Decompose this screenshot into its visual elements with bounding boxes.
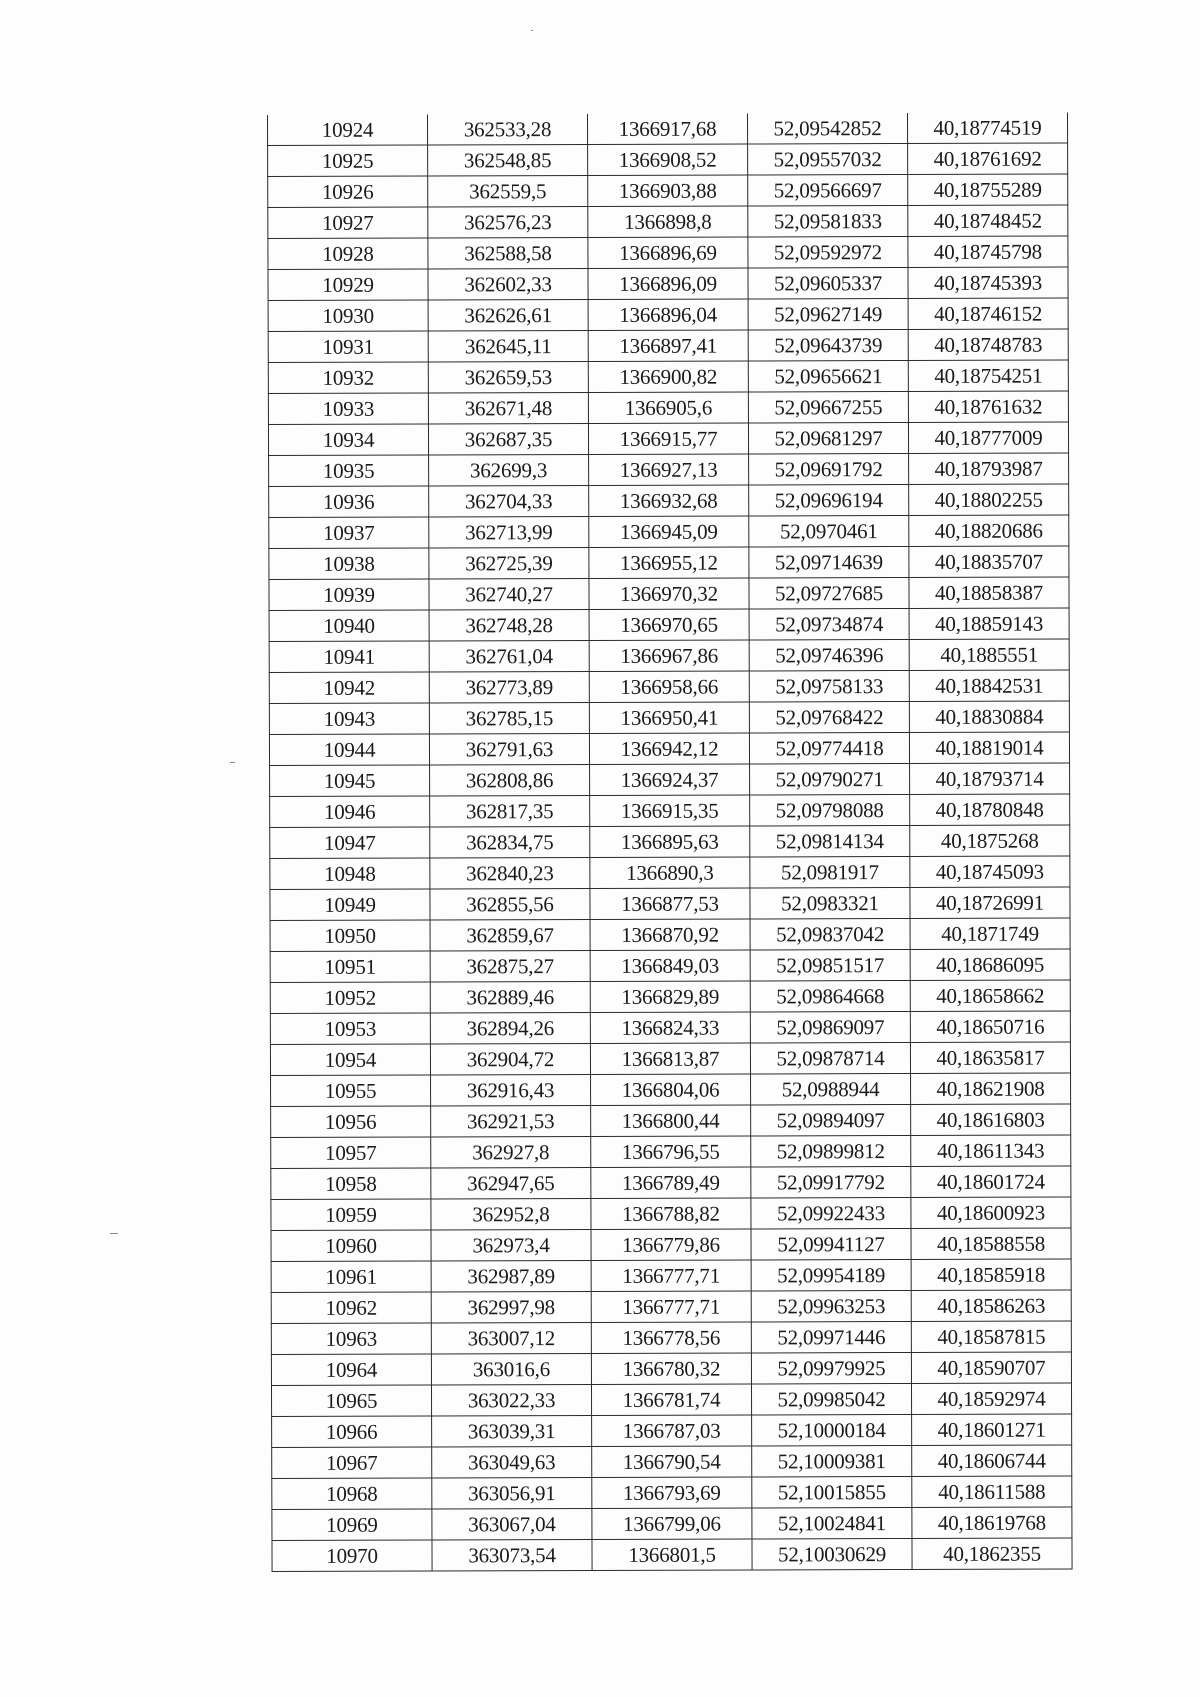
y-coordinate-cell: 1366780,32 xyxy=(591,1353,751,1385)
x-coordinate-cell: 362671,48 xyxy=(428,392,588,424)
point-number-cell: 10957 xyxy=(271,1137,431,1169)
x-coordinate-cell: 362533,28 xyxy=(427,114,587,145)
longitude-cell: 40,18726991 xyxy=(910,887,1070,919)
x-coordinate-cell: 362748,28 xyxy=(429,609,589,641)
y-coordinate-cell: 1366790,54 xyxy=(592,1446,752,1478)
table-row xyxy=(270,794,1070,828)
table-row xyxy=(272,1476,1072,1510)
point-number-cell: 10933 xyxy=(268,393,428,425)
latitude-cell: 52,09922433 xyxy=(751,1197,911,1229)
latitude-cell: 52,09557032 xyxy=(748,143,908,175)
point-number-cell: 10955 xyxy=(271,1075,431,1107)
point-number-cell: 10929 xyxy=(268,269,428,301)
y-coordinate-cell: 1366777,71 xyxy=(591,1291,751,1323)
table-row xyxy=(268,236,1068,270)
point-number-cell: 10946 xyxy=(270,796,430,828)
y-coordinate-cell: 1366778,56 xyxy=(591,1322,751,1354)
point-number-cell: 10938 xyxy=(269,548,429,580)
latitude-cell: 52,10030629 xyxy=(752,1538,912,1570)
x-coordinate-cell: 362840,23 xyxy=(430,857,590,889)
y-coordinate-cell: 1366788,82 xyxy=(591,1198,751,1230)
x-coordinate-cell: 362699,3 xyxy=(429,454,589,486)
longitude-cell: 40,1871749 xyxy=(910,918,1070,950)
x-coordinate-cell: 362785,15 xyxy=(429,702,589,734)
latitude-cell: 52,0981917 xyxy=(750,856,910,888)
longitude-cell: 40,18793714 xyxy=(910,763,1070,795)
y-coordinate-cell: 1366777,71 xyxy=(591,1260,751,1292)
point-number-cell: 10930 xyxy=(268,300,428,332)
x-coordinate-cell: 362927,8 xyxy=(431,1136,591,1168)
longitude-cell: 40,1862355 xyxy=(912,1538,1072,1570)
x-coordinate-cell: 362773,89 xyxy=(429,671,589,703)
table-row xyxy=(270,856,1070,890)
x-coordinate-cell: 362602,33 xyxy=(428,268,588,300)
point-number-cell: 10925 xyxy=(268,145,428,177)
y-coordinate-cell: 1366950,41 xyxy=(589,702,749,734)
y-coordinate-cell: 1366789,49 xyxy=(591,1167,751,1199)
x-coordinate-cell: 362904,72 xyxy=(430,1043,590,1075)
latitude-cell: 52,10024841 xyxy=(752,1507,912,1539)
y-coordinate-cell: 1366958,66 xyxy=(589,671,749,703)
longitude-cell: 40,18748783 xyxy=(908,329,1068,361)
latitude-cell: 52,09979925 xyxy=(751,1352,911,1384)
y-coordinate-cell: 1366970,65 xyxy=(589,609,749,641)
table-row xyxy=(272,1445,1072,1479)
table-row xyxy=(270,825,1070,859)
longitude-cell: 40,18777009 xyxy=(908,422,1068,454)
latitude-cell: 52,09971446 xyxy=(751,1321,911,1353)
y-coordinate-cell: 1366781,74 xyxy=(591,1384,751,1416)
point-number-cell: 10956 xyxy=(271,1106,431,1138)
longitude-cell: 40,18611343 xyxy=(911,1135,1071,1167)
latitude-cell: 52,09963253 xyxy=(751,1290,911,1322)
y-coordinate-cell: 1366896,04 xyxy=(588,299,748,331)
table-row xyxy=(272,1507,1072,1541)
table-row xyxy=(268,174,1068,208)
x-coordinate-cell: 362725,39 xyxy=(429,547,589,579)
x-coordinate-cell: 362659,53 xyxy=(428,361,588,393)
table-row xyxy=(269,515,1069,549)
longitude-cell: 40,18588558 xyxy=(911,1228,1071,1260)
point-number-cell: 10959 xyxy=(271,1199,431,1231)
latitude-cell: 52,09774418 xyxy=(749,732,909,764)
x-coordinate-cell: 362740,27 xyxy=(429,578,589,610)
y-coordinate-cell: 1366787,03 xyxy=(592,1415,752,1447)
y-coordinate-cell: 1366898,8 xyxy=(588,206,748,238)
longitude-cell: 40,18755289 xyxy=(908,174,1068,206)
longitude-cell: 40,18658662 xyxy=(910,980,1070,1012)
table-row xyxy=(271,1135,1071,1169)
longitude-cell: 40,18842531 xyxy=(909,670,1069,702)
y-coordinate-cell: 1366908,52 xyxy=(588,144,748,176)
longitude-cell: 40,18761692 xyxy=(908,143,1068,175)
longitude-cell: 40,18686095 xyxy=(910,949,1070,981)
table-row xyxy=(271,1383,1071,1417)
point-number-cell: 10970 xyxy=(272,1540,432,1572)
y-coordinate-cell: 1366829,89 xyxy=(590,981,750,1013)
y-coordinate-cell: 1366945,09 xyxy=(589,516,749,548)
y-coordinate-cell: 1366813,87 xyxy=(590,1043,750,1075)
table-row xyxy=(268,329,1068,363)
x-coordinate-cell: 362588,58 xyxy=(428,237,588,269)
point-number-cell: 10969 xyxy=(272,1509,432,1541)
x-coordinate-cell: 362834,75 xyxy=(430,826,590,858)
longitude-cell: 40,18619768 xyxy=(912,1507,1072,1539)
table-row xyxy=(269,608,1069,642)
point-number-cell: 10964 xyxy=(271,1354,431,1386)
table-row xyxy=(271,1197,1071,1231)
point-number-cell: 10932 xyxy=(268,362,428,394)
y-coordinate-cell: 1366801,5 xyxy=(592,1539,752,1571)
point-number-cell: 10962 xyxy=(271,1292,431,1324)
longitude-cell: 40,18745798 xyxy=(908,236,1068,268)
x-coordinate-cell: 362817,35 xyxy=(430,795,590,827)
y-coordinate-cell: 1366903,88 xyxy=(588,175,748,207)
y-coordinate-cell: 1366924,37 xyxy=(590,764,750,796)
longitude-cell: 40,18590707 xyxy=(911,1352,1071,1384)
table-row xyxy=(270,949,1070,983)
point-number-cell: 10945 xyxy=(270,765,430,797)
y-coordinate-cell: 1366915,77 xyxy=(588,423,748,455)
point-number-cell: 10935 xyxy=(269,455,429,487)
table-row xyxy=(271,1352,1071,1386)
longitude-cell: 40,18601271 xyxy=(912,1414,1072,1446)
point-number-cell: 10937 xyxy=(269,517,429,549)
longitude-cell: 40,18611588 xyxy=(912,1476,1072,1508)
y-coordinate-cell: 1366877,53 xyxy=(590,888,750,920)
latitude-cell: 52,10015855 xyxy=(752,1476,912,1508)
latitude-cell: 52,09954189 xyxy=(751,1259,911,1291)
point-number-cell: 10958 xyxy=(271,1168,431,1200)
latitude-cell: 52,09681297 xyxy=(748,422,908,454)
latitude-cell: 52,09696194 xyxy=(749,484,909,516)
longitude-cell: 40,18585918 xyxy=(911,1259,1071,1291)
table-row xyxy=(271,1073,1071,1107)
point-number-cell: 10968 xyxy=(272,1478,432,1510)
longitude-cell: 40,18819014 xyxy=(909,732,1069,764)
longitude-cell: 40,18774519 xyxy=(907,112,1067,143)
x-coordinate-cell: 362889,46 xyxy=(430,981,590,1013)
latitude-cell: 52,09768422 xyxy=(749,701,909,733)
table-row xyxy=(269,484,1069,518)
y-coordinate-cell: 1366849,03 xyxy=(590,950,750,982)
latitude-cell: 52,09985042 xyxy=(751,1383,911,1415)
coordinate-table xyxy=(267,112,1073,1572)
latitude-cell: 52,09894097 xyxy=(751,1104,911,1136)
y-coordinate-cell: 1366793,69 xyxy=(592,1477,752,1509)
scan-artifact xyxy=(531,30,533,31)
y-coordinate-cell: 1366900,82 xyxy=(588,361,748,393)
table-row xyxy=(272,1538,1072,1572)
table-row xyxy=(270,1011,1070,1045)
longitude-cell: 40,18745393 xyxy=(908,267,1068,299)
longitude-cell: 40,18754251 xyxy=(908,360,1068,392)
x-coordinate-cell: 362987,89 xyxy=(431,1260,591,1292)
x-coordinate-cell: 362997,98 xyxy=(431,1291,591,1323)
x-coordinate-cell: 363067,04 xyxy=(432,1508,592,1540)
y-coordinate-cell: 1366932,68 xyxy=(589,485,749,517)
latitude-cell: 52,09566697 xyxy=(748,174,908,206)
y-coordinate-cell: 1366917,68 xyxy=(587,113,747,144)
x-coordinate-cell: 362548,85 xyxy=(428,144,588,176)
table-row xyxy=(269,701,1069,735)
longitude-cell: 40,18802255 xyxy=(909,484,1069,516)
longitude-cell: 40,18592974 xyxy=(911,1383,1071,1415)
x-coordinate-cell: 363007,12 xyxy=(431,1322,591,1354)
latitude-cell: 52,09899812 xyxy=(751,1135,911,1167)
x-coordinate-cell: 362559,5 xyxy=(428,175,588,207)
point-number-cell: 10940 xyxy=(269,610,429,642)
y-coordinate-cell: 1366799,06 xyxy=(592,1508,752,1540)
y-coordinate-cell: 1366927,13 xyxy=(589,454,749,486)
y-coordinate-cell: 1366896,09 xyxy=(588,268,748,300)
longitude-cell: 40,18858387 xyxy=(909,577,1069,609)
table-row xyxy=(268,112,1068,145)
y-coordinate-cell: 1366800,44 xyxy=(591,1105,751,1137)
coordinate-table-body xyxy=(268,112,1073,1571)
point-number-cell: 10965 xyxy=(271,1385,431,1417)
latitude-cell: 52,09727685 xyxy=(749,577,909,609)
latitude-cell: 52,09798088 xyxy=(750,794,910,826)
y-coordinate-cell: 1366779,86 xyxy=(591,1229,751,1261)
x-coordinate-cell: 362894,26 xyxy=(430,1012,590,1044)
point-number-cell: 10951 xyxy=(270,951,430,983)
x-coordinate-cell: 363039,31 xyxy=(432,1415,592,1447)
table-row xyxy=(268,143,1068,177)
x-coordinate-cell: 362687,35 xyxy=(428,423,588,455)
point-number-cell: 10939 xyxy=(269,579,429,611)
x-coordinate-cell: 362713,99 xyxy=(429,516,589,548)
x-coordinate-cell: 362952,8 xyxy=(431,1198,591,1230)
latitude-cell: 52,09592972 xyxy=(748,236,908,268)
longitude-cell: 40,18748452 xyxy=(908,205,1068,237)
table-row xyxy=(268,391,1068,425)
point-number-cell: 10966 xyxy=(272,1416,432,1448)
latitude-cell: 52,0983321 xyxy=(750,887,910,919)
x-coordinate-cell: 362947,65 xyxy=(431,1167,591,1199)
point-number-cell: 10942 xyxy=(269,672,429,704)
longitude-cell: 40,18586263 xyxy=(911,1290,1071,1322)
x-coordinate-cell: 362808,86 xyxy=(430,764,590,796)
point-number-cell: 10926 xyxy=(268,176,428,208)
longitude-cell: 40,18601724 xyxy=(911,1166,1071,1198)
latitude-cell: 52,0988944 xyxy=(751,1073,911,1105)
point-number-cell: 10941 xyxy=(269,641,429,673)
latitude-cell: 52,09917792 xyxy=(751,1166,911,1198)
table-row xyxy=(270,887,1070,921)
latitude-cell: 52,09851517 xyxy=(750,949,910,981)
longitude-cell: 40,18606744 xyxy=(912,1445,1072,1477)
latitude-cell: 52,09542852 xyxy=(747,113,907,144)
point-number-cell: 10961 xyxy=(271,1261,431,1293)
table-row xyxy=(271,1166,1071,1200)
point-number-cell: 10952 xyxy=(270,982,430,1014)
latitude-cell: 52,09656621 xyxy=(748,360,908,392)
y-coordinate-cell: 1366796,55 xyxy=(591,1136,751,1168)
table-row xyxy=(270,918,1070,952)
table-row xyxy=(271,1228,1071,1262)
latitude-cell: 52,10000184 xyxy=(752,1414,912,1446)
latitude-cell: 52,09790271 xyxy=(750,763,910,795)
x-coordinate-cell: 362973,4 xyxy=(431,1229,591,1261)
latitude-cell: 52,09667255 xyxy=(748,391,908,423)
latitude-cell: 52,09581833 xyxy=(748,205,908,237)
x-coordinate-cell: 362859,67 xyxy=(430,919,590,951)
longitude-cell: 40,18780848 xyxy=(910,794,1070,826)
longitude-cell: 40,18600923 xyxy=(911,1197,1071,1229)
y-coordinate-cell: 1366824,33 xyxy=(590,1012,750,1044)
point-number-cell: 10928 xyxy=(268,238,428,270)
table-row xyxy=(270,1042,1070,1076)
y-coordinate-cell: 1366895,63 xyxy=(590,826,750,858)
table-row xyxy=(269,546,1069,580)
y-coordinate-cell: 1366942,12 xyxy=(589,733,749,765)
point-number-cell: 10963 xyxy=(271,1323,431,1355)
latitude-cell: 52,09758133 xyxy=(749,670,909,702)
x-coordinate-cell: 363049,63 xyxy=(432,1446,592,1478)
point-number-cell: 10924 xyxy=(268,114,428,145)
table-row xyxy=(271,1104,1071,1138)
table-row xyxy=(269,639,1069,673)
x-coordinate-cell: 363022,33 xyxy=(431,1384,591,1416)
point-number-cell: 10948 xyxy=(270,858,430,890)
longitude-cell: 40,18793987 xyxy=(909,453,1069,485)
longitude-cell: 40,18859143 xyxy=(909,608,1069,640)
y-coordinate-cell: 1366804,06 xyxy=(591,1074,751,1106)
table-row xyxy=(268,267,1068,301)
table-row xyxy=(270,763,1070,797)
latitude-cell: 52,09627149 xyxy=(748,298,908,330)
x-coordinate-cell: 362921,53 xyxy=(431,1105,591,1137)
x-coordinate-cell: 363073,54 xyxy=(432,1539,592,1571)
latitude-cell: 52,09837042 xyxy=(750,918,910,950)
x-coordinate-cell: 363016,6 xyxy=(431,1353,591,1385)
table-row xyxy=(269,732,1069,766)
x-coordinate-cell: 362875,27 xyxy=(430,950,590,982)
x-coordinate-cell: 362576,23 xyxy=(428,206,588,238)
longitude-cell: 40,18635817 xyxy=(910,1042,1070,1074)
x-coordinate-cell: 362855,56 xyxy=(430,888,590,920)
point-number-cell: 10950 xyxy=(270,920,430,952)
longitude-cell: 40,18621908 xyxy=(911,1073,1071,1105)
y-coordinate-cell: 1366897,41 xyxy=(588,330,748,362)
point-number-cell: 10927 xyxy=(268,207,428,239)
y-coordinate-cell: 1366870,92 xyxy=(590,919,750,951)
table-row xyxy=(269,453,1069,487)
table-row xyxy=(270,980,1070,1014)
longitude-cell: 40,18820686 xyxy=(909,515,1069,547)
point-number-cell: 10953 xyxy=(270,1013,430,1045)
point-number-cell: 10960 xyxy=(271,1230,431,1262)
x-coordinate-cell: 362645,11 xyxy=(428,330,588,362)
longitude-cell: 40,18650716 xyxy=(910,1011,1070,1043)
table-row xyxy=(268,422,1068,456)
point-number-cell: 10943 xyxy=(269,703,429,735)
x-coordinate-cell: 362791,63 xyxy=(429,733,589,765)
x-coordinate-cell: 362916,43 xyxy=(431,1074,591,1106)
latitude-cell: 52,09869097 xyxy=(750,1011,910,1043)
latitude-cell: 52,09878714 xyxy=(750,1042,910,1074)
y-coordinate-cell: 1366915,35 xyxy=(590,795,750,827)
point-number-cell: 10967 xyxy=(272,1447,432,1479)
longitude-cell: 40,18761632 xyxy=(908,391,1068,423)
point-number-cell: 10936 xyxy=(269,486,429,518)
longitude-cell: 40,18745093 xyxy=(910,856,1070,888)
longitude-cell: 40,1885551 xyxy=(909,639,1069,671)
y-coordinate-cell: 1366970,32 xyxy=(589,578,749,610)
point-number-cell: 10934 xyxy=(268,424,428,456)
longitude-cell: 40,18587815 xyxy=(911,1321,1071,1353)
y-coordinate-cell: 1366955,12 xyxy=(589,547,749,579)
latitude-cell: 52,09746396 xyxy=(749,639,909,671)
table-row xyxy=(268,360,1068,394)
point-number-cell: 10949 xyxy=(270,889,430,921)
latitude-cell: 52,09714639 xyxy=(749,546,909,578)
table-row xyxy=(271,1321,1071,1355)
x-coordinate-cell: 362761,04 xyxy=(429,640,589,672)
point-number-cell: 10947 xyxy=(270,827,430,859)
table-row xyxy=(268,205,1068,239)
latitude-cell: 52,09814134 xyxy=(750,825,910,857)
scan-artifact xyxy=(230,762,235,763)
table-row xyxy=(269,577,1069,611)
table-row xyxy=(269,670,1069,704)
latitude-cell: 52,09643739 xyxy=(748,329,908,361)
latitude-cell: 52,09734874 xyxy=(749,608,909,640)
latitude-cell: 52,09864668 xyxy=(750,980,910,1012)
longitude-cell: 40,1875268 xyxy=(910,825,1070,857)
longitude-cell: 40,18835707 xyxy=(909,546,1069,578)
x-coordinate-cell: 362704,33 xyxy=(429,485,589,517)
longitude-cell: 40,18746152 xyxy=(908,298,1068,330)
latitude-cell: 52,09941127 xyxy=(751,1228,911,1260)
longitude-cell: 40,18830884 xyxy=(909,701,1069,733)
y-coordinate-cell: 1366905,6 xyxy=(588,392,748,424)
x-coordinate-cell: 362626,61 xyxy=(428,299,588,331)
y-coordinate-cell: 1366896,69 xyxy=(588,237,748,269)
table-row xyxy=(272,1414,1072,1448)
table-row xyxy=(271,1259,1071,1293)
latitude-cell: 52,10009381 xyxy=(752,1445,912,1477)
point-number-cell: 10931 xyxy=(268,331,428,363)
y-coordinate-cell: 1366890,3 xyxy=(590,857,750,889)
point-number-cell: 10944 xyxy=(269,734,429,766)
point-number-cell: 10954 xyxy=(270,1044,430,1076)
table-row xyxy=(271,1290,1071,1324)
latitude-cell: 52,0970461 xyxy=(749,515,909,547)
y-coordinate-cell: 1366967,86 xyxy=(589,640,749,672)
longitude-cell: 40,18616803 xyxy=(911,1104,1071,1136)
latitude-cell: 52,09691792 xyxy=(749,453,909,485)
scan-artifact xyxy=(110,1233,118,1234)
table-row xyxy=(268,298,1068,332)
x-coordinate-cell: 363056,91 xyxy=(432,1477,592,1509)
latitude-cell: 52,09605337 xyxy=(748,267,908,299)
